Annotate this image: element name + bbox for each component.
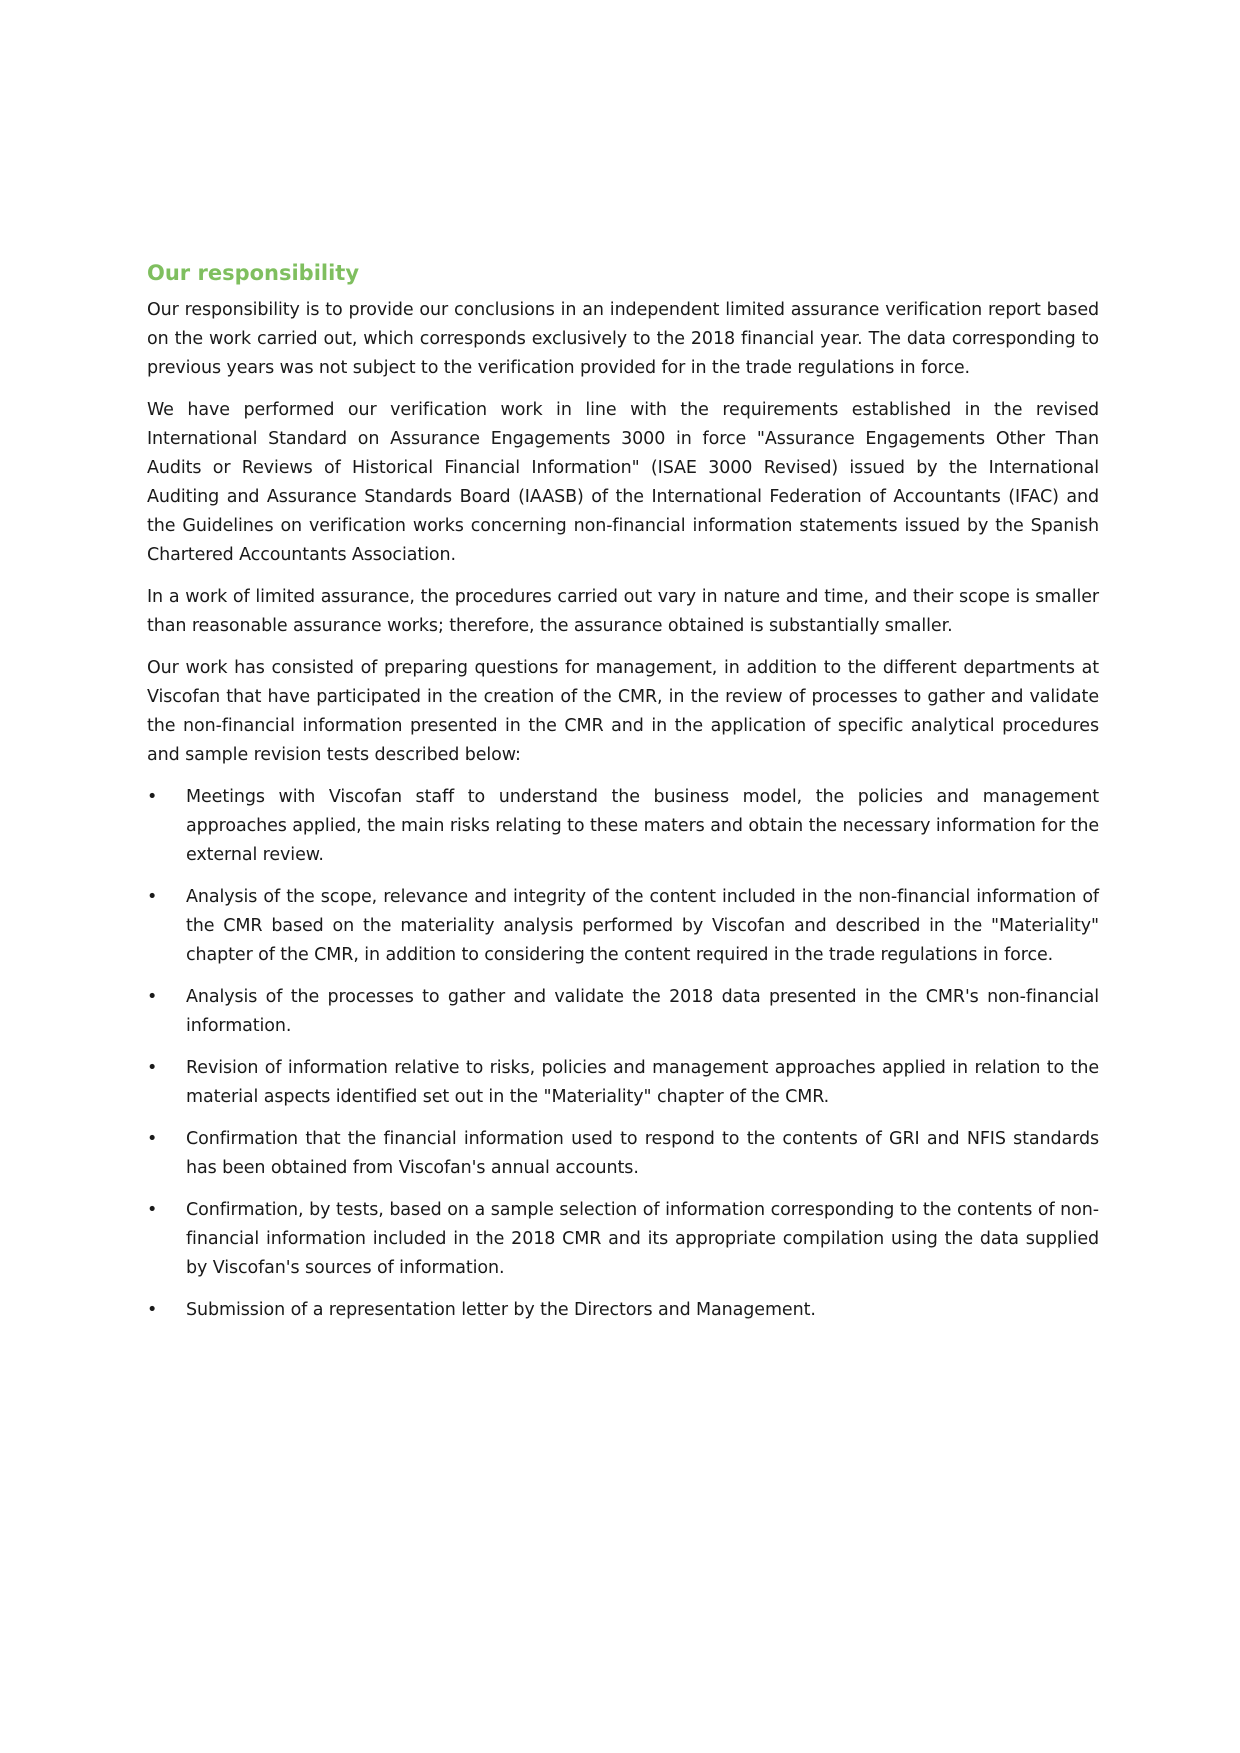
bullet-icon: •: [147, 1058, 158, 1078]
section-our-responsibility: [147, 258, 1099, 1338]
bullet-icon: •: [147, 787, 158, 807]
section-heading: Our responsibility: [147, 261, 360, 285]
list-item: [147, 783, 1099, 870]
bullet-icon: •: [147, 1129, 158, 1149]
paragraph-standards: We have performed our verification work in line with the requirements established in the revised International Standard on Assurance Engagements 3000 in force "Assurance Engagements Other Than Audits or Reviews of Historical Financial Information" (ISAE 3000 Revised) issued by the International Auditing and Assurance Standards Board (IAASB) of the International Federation of Accountants (IFAC) and the Guidelines on verification works concerning non-financial information statements issued by the Spanish Chartered Accountants Association.: [147, 400, 1099, 565]
list-item-text: Analysis of the scope, relevance and integrity of the content included in the non-financial information of the CMR based on the materiality analysis performed by Viscofan and described in the "Materiality" chapter of the CMR, in addition to considering the content required in the trade regulations in force.: [186, 887, 1099, 965]
list-item-text: Confirmation, by tests, based on a sample selection of information corresponding to the contents of non-financial information included in the 2018 CMR and its appropriate compilation using the data supplied by Viscofan's sources of information.: [186, 1200, 1099, 1278]
bullet-icon: •: [147, 1200, 158, 1220]
list-item-text: Submission of a representation letter by the Directors and Management.: [186, 1300, 816, 1320]
paragraph-limited-assurance: In a work of limited assurance, the procedures carried out vary in nature and time, and their scope is smaller than reasonable assurance works; therefore, the assurance obtained is substantially smaller.: [147, 587, 1099, 636]
list-item: [147, 1196, 1099, 1283]
procedures-list: [147, 783, 1099, 1325]
list-item-text: Meetings with Viscofan staff to understand the business model, the policies and management approaches applied, the main risks relating to these maters and obtain the necessary information for the external review.: [186, 787, 1099, 865]
paragraph-work-description: Our work has consisted of preparing questions for management, in addition to the different departments at Viscofan that have participated in the creation of the CMR, in the review of processes to gather and validate the non-financial information presented in the CMR and in the application of specific analytical procedures and sample revision tests described below:: [147, 658, 1099, 765]
list-item-text: Confirmation that the financial information used to respond to the contents of GRI and NFIS standards has been obtained from Viscofan's annual accounts.: [186, 1129, 1099, 1178]
list-item-text: Analysis of the processes to gather and validate the 2018 data presented in the CMR's non-financial information.: [186, 987, 1099, 1036]
bullet-icon: •: [147, 987, 158, 1007]
paragraph-responsibility: Our responsibility is to provide our conclusions in an independent limited assurance verification report based on the work carried out, which corresponds exclusively to the 2018 financial year. The data corresponding to previous years was not subject to the verification provided for in the trade regulations in force.: [147, 300, 1099, 378]
bullet-icon: •: [147, 887, 158, 907]
list-item-text: Revision of information relative to risks, policies and management approaches applied in relation to the material aspects identified set out in the "Materiality" chapter of the CMR.: [186, 1058, 1099, 1107]
list-item: [147, 883, 1099, 970]
bullet-icon: •: [147, 1300, 158, 1320]
list-item: [147, 1296, 1099, 1325]
list-item: [147, 1125, 1099, 1183]
list-item: [147, 1054, 1099, 1112]
list-item: [147, 983, 1099, 1041]
